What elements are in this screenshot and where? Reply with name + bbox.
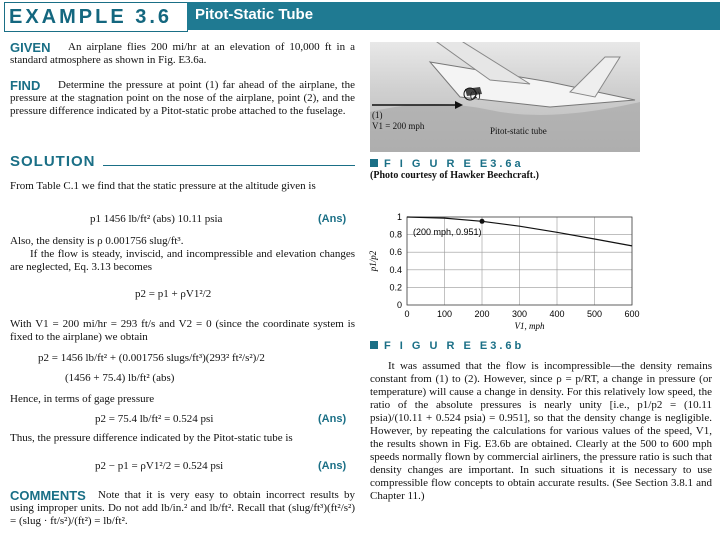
equation-gage: p2 = 75.4 lb/ft² = 0.524 psi bbox=[95, 413, 214, 425]
equation-p2-line1: p2 = 1456 lb/ft² + (0.001756 slugs/ft³)(293² ft²/s²)/2 bbox=[38, 352, 265, 364]
figure-b-caption: F I G U R E E3.6b bbox=[370, 340, 524, 352]
title-bar bbox=[187, 2, 720, 30]
solution-label: SOLUTION bbox=[10, 153, 96, 170]
find-text: Determine the pressure at point (1) far ahead of the airplane, the pressure at the stagnation point on the nose of the airplane, point (2), and the pressure difference indicated by a Pitot-static probe attached to the fuselage. bbox=[10, 79, 355, 117]
example-title: Pitot-Static Tube bbox=[195, 6, 314, 23]
equation-difference: p2 − p1 = ρV1²/2 = 0.524 psi bbox=[95, 460, 224, 472]
example-label: EXAMPLE 3.6 bbox=[9, 5, 173, 28]
comments-label: COMMENTS bbox=[10, 488, 86, 503]
velocity-label: V1 = 200 mph bbox=[372, 121, 425, 131]
solution-para-3: If the flow is steady, inviscid, and incompressible and elevation changes are neglected, Eq. 3.13 becomes bbox=[10, 248, 355, 273]
answer-tag-1: (Ans) bbox=[318, 213, 347, 225]
answer-tag-3: (Ans) bbox=[318, 460, 347, 472]
highlight-point bbox=[480, 219, 485, 224]
x-tick-label: 300 bbox=[511, 309, 528, 319]
y-tick-label: 0.4 bbox=[389, 264, 402, 275]
y-axis-label: p1/p2 bbox=[368, 250, 378, 272]
x-tick-label: 100 bbox=[436, 309, 453, 319]
pitot-tube-label: Pitot-static tube bbox=[490, 126, 547, 136]
equation-p2-line2: (1456 + 75.4) lb/ft² (abs) bbox=[65, 372, 175, 384]
x-axis-label: V1, mph bbox=[514, 321, 545, 331]
equation-p1: p1 1456 lb/ft² (abs) 10.11 psia bbox=[90, 213, 223, 225]
point-2-label: (2) bbox=[470, 90, 481, 100]
figure-a-caption: F I G U R E E3.6a bbox=[370, 158, 524, 170]
y-tick-label: 0.6 bbox=[389, 247, 402, 258]
caption-marker-icon bbox=[370, 159, 378, 167]
answer-tag-2: (Ans) bbox=[318, 413, 347, 425]
example-header bbox=[0, 0, 720, 36]
x-tick-label: 400 bbox=[549, 309, 565, 319]
example-label-box bbox=[4, 2, 188, 32]
x-tick-label: 500 bbox=[586, 309, 603, 319]
y-tick-label: 0.2 bbox=[389, 282, 402, 293]
pressure-ratio-chart bbox=[362, 205, 652, 335]
solution-para-2: Also, the density is ρ 0.001756 slug/ft³. bbox=[10, 235, 184, 247]
x-tick-label: 600 bbox=[624, 309, 640, 319]
discussion-text: It was assumed that the flow is incompressible—the density remains constant from (1) to (2). However, since ρ = p/RT, a change in pressure (or temperature) will cause a change in density. For this relatively low speed, the ratio of the absolute pressures is nearly unity [i.e., p1/p2 = (10.11 psia)/(10.11 + 0.524 psia) = 0.951], so that the density change is negligible. However, by repeating the calculations for various values of the speed, V1, the results shown in Fig. E3.6b are obtained. Clearly at the 500 to 600 mph speeds normally flown by commercial airliners, the pressure ratio is such that density changes are important. In such situations it is necessary to use compressible flow concepts to obtain accurate results. (See Section 3.8.1 and Chapter 11.) bbox=[370, 360, 712, 502]
solution-divider bbox=[103, 165, 355, 166]
caption-marker-icon bbox=[370, 341, 378, 349]
given-label: GIVEN bbox=[10, 40, 51, 55]
x-tick-label: 200 bbox=[474, 309, 490, 319]
solution-para-1: From Table C.1 we find that the static pressure at the altitude given is bbox=[10, 180, 316, 192]
y-tick-label: 0 bbox=[396, 300, 402, 310]
equation-bernoulli: p2 = p1 + ρV1²/2 bbox=[135, 288, 212, 300]
find-label: FIND bbox=[10, 78, 41, 93]
given-text: An airplane flies 200 mi/hr at an elevation of 10,000 ft in a standard atmosphere as shown in Fig. E3.6a. bbox=[10, 41, 355, 66]
y-tick-label: 0.8 bbox=[389, 229, 402, 240]
airplane-photo bbox=[370, 42, 640, 152]
y-tick-label: 1 bbox=[396, 212, 402, 222]
x-tick-label: 0 bbox=[404, 309, 410, 319]
solution-para-4: With V1 = 200 mi/hr = 293 ft/s and V2 = 0 (since the coordinate system is fixed to the airplane) we obtain bbox=[10, 318, 355, 343]
solution-para-6: Thus, the pressure difference indicated by the Pitot-static tube is bbox=[10, 432, 293, 444]
chart-annotation: (200 mph, 0.951) bbox=[413, 227, 482, 237]
point-1-label: (1) bbox=[372, 110, 383, 120]
figure-a-credit: (Photo courtesy of Hawker Beechcraft.) bbox=[370, 170, 539, 181]
flow-arrow-icon bbox=[370, 100, 465, 110]
comments-text: Note that it is very easy to obtain incorrect results by using improper units. Do not add lb/in.² and lb/ft². Recall that (slug/ft³)(ft²/s²) = (slug · ft/s²)/(ft²) = lb/ft². bbox=[10, 489, 355, 527]
solution-para-5: Hence, in terms of gage pressure bbox=[10, 393, 155, 405]
